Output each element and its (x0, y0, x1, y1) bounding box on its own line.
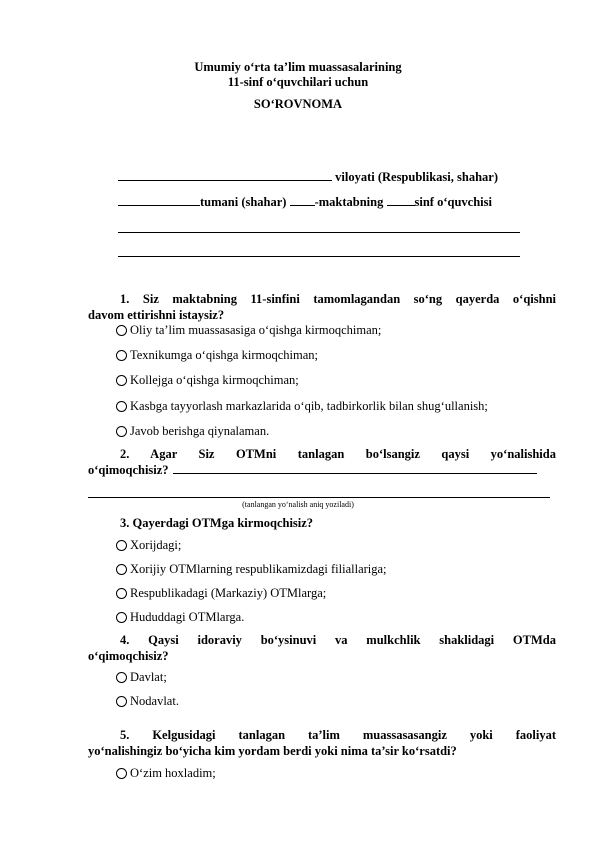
option-label: Texnikumga o‘qishga kirmoqchiman; (130, 348, 318, 362)
radio-circle-icon[interactable] (116, 696, 127, 707)
option-label: Respublikadagi (Markaziy) OTMlarga; (130, 586, 327, 600)
option-label: O‘zim hoxladim; (130, 766, 216, 780)
q1-option-3[interactable] (116, 373, 299, 388)
district-label: tumani (shahar) (200, 195, 290, 209)
q2-note: (tanlangan yo‘nalish aniq yoziladi) (242, 500, 354, 509)
q1-option-4[interactable] (116, 399, 488, 414)
radio-circle-icon[interactable] (116, 540, 127, 551)
question-4-line1: 4. Qaysi idoraviy bo‘ysinuvi va mulkchlik shaklidagi OTMda (120, 633, 556, 647)
question-1-line1: 1. Siz maktabning 11-sinfini tamomlagandan so‘ng qayerda o‘qishni (120, 292, 556, 306)
radio-circle-icon[interactable] (116, 375, 127, 386)
radio-circle-icon[interactable] (116, 325, 127, 336)
question-5 (88, 727, 556, 759)
school-number-blank[interactable] (290, 194, 315, 206)
district-field-row (118, 194, 520, 210)
district-blank[interactable] (118, 194, 200, 206)
question-3-line1: 3. Qayerdagi OTMga kirmoqchisiz? (120, 516, 314, 530)
option-label: Javob berishga qiynalaman. (130, 424, 270, 438)
region-label: viloyati (Respublikasi, shahar) (332, 170, 499, 184)
q4-option-1[interactable] (116, 670, 167, 685)
radio-circle-icon[interactable] (116, 612, 127, 623)
class-blank[interactable] (387, 194, 415, 206)
option-label: Kollejga o‘qishga kirmoqchiman; (130, 373, 299, 387)
radio-circle-icon[interactable] (116, 564, 127, 575)
question-2-line2: o‘qimoqchisiz? (88, 463, 169, 477)
q3-option-1[interactable] (116, 538, 181, 553)
radio-circle-icon[interactable] (116, 401, 127, 412)
q1-option-2[interactable] (116, 348, 318, 363)
q3-option-2[interactable] (116, 562, 387, 577)
radio-circle-icon[interactable] (116, 588, 127, 599)
q2-answer-line[interactable] (88, 497, 550, 498)
header-title-survey: SO‘ROVNOMA (253, 97, 343, 111)
q1-option-1[interactable] (116, 323, 381, 338)
q4-option-2[interactable] (116, 694, 179, 709)
question-2-line1: 2. Agar Siz OTMni tanlagan bo‘lsangiz qaysi yo‘nalishida (120, 447, 556, 461)
class-label: sinf o‘quvchisi (414, 195, 492, 209)
school-label: -maktabning (314, 195, 387, 209)
radio-circle-icon[interactable] (116, 426, 127, 437)
question-1-line2: davom ettirishni istaysiz? (88, 308, 225, 322)
question-4 (88, 632, 556, 664)
region-field-row (118, 169, 520, 185)
option-label: Kasbga tayyorlash markazlarida o‘qib, tadbirkorlik bilan shug‘ullanish; (130, 399, 488, 413)
option-label: Hududdagi OTMlarga. (130, 610, 245, 624)
option-label: Davlat; (130, 670, 167, 684)
option-label: Nodavlat. (130, 694, 179, 708)
q3-option-3[interactable] (116, 586, 326, 601)
q5-option-1[interactable] (116, 766, 216, 781)
q2-answer-blank[interactable] (173, 462, 537, 474)
header-title-line2: 11-sinf o‘quvchilari uchun (227, 75, 369, 89)
question-1 (88, 291, 556, 323)
header-title-line1: Umumiy o‘rta ta’lim muassasalarining (194, 60, 402, 74)
name-line-2[interactable] (118, 256, 520, 257)
question-4-line2: o‘qimoqchisiz? (88, 649, 169, 663)
question-3 (88, 515, 556, 531)
radio-circle-icon[interactable] (116, 672, 127, 683)
question-5-line1: 5. Kelgusidagi tanlagan ta’lim muassasasangiz yoki faoliyat (120, 728, 556, 742)
radio-circle-icon[interactable] (116, 768, 127, 779)
q1-option-5[interactable] (116, 424, 269, 439)
radio-circle-icon[interactable] (116, 350, 127, 361)
name-line-1[interactable] (118, 232, 520, 233)
option-label: Oliy ta’lim muassasasiga o‘qishga kirmoqchiman; (130, 323, 382, 337)
option-label: Xorijiy OTMlarning respublikamizdagi filiallariga; (130, 562, 387, 576)
q3-option-4[interactable] (116, 610, 244, 625)
region-blank[interactable] (118, 169, 332, 181)
option-label: Xorijdagi; (130, 538, 182, 552)
question-5-line2: yo‘nalishingiz bo‘yicha kim yordam berdi yoki nima ta’sir ko‘rsatdi? (88, 744, 457, 758)
question-2 (88, 446, 556, 478)
